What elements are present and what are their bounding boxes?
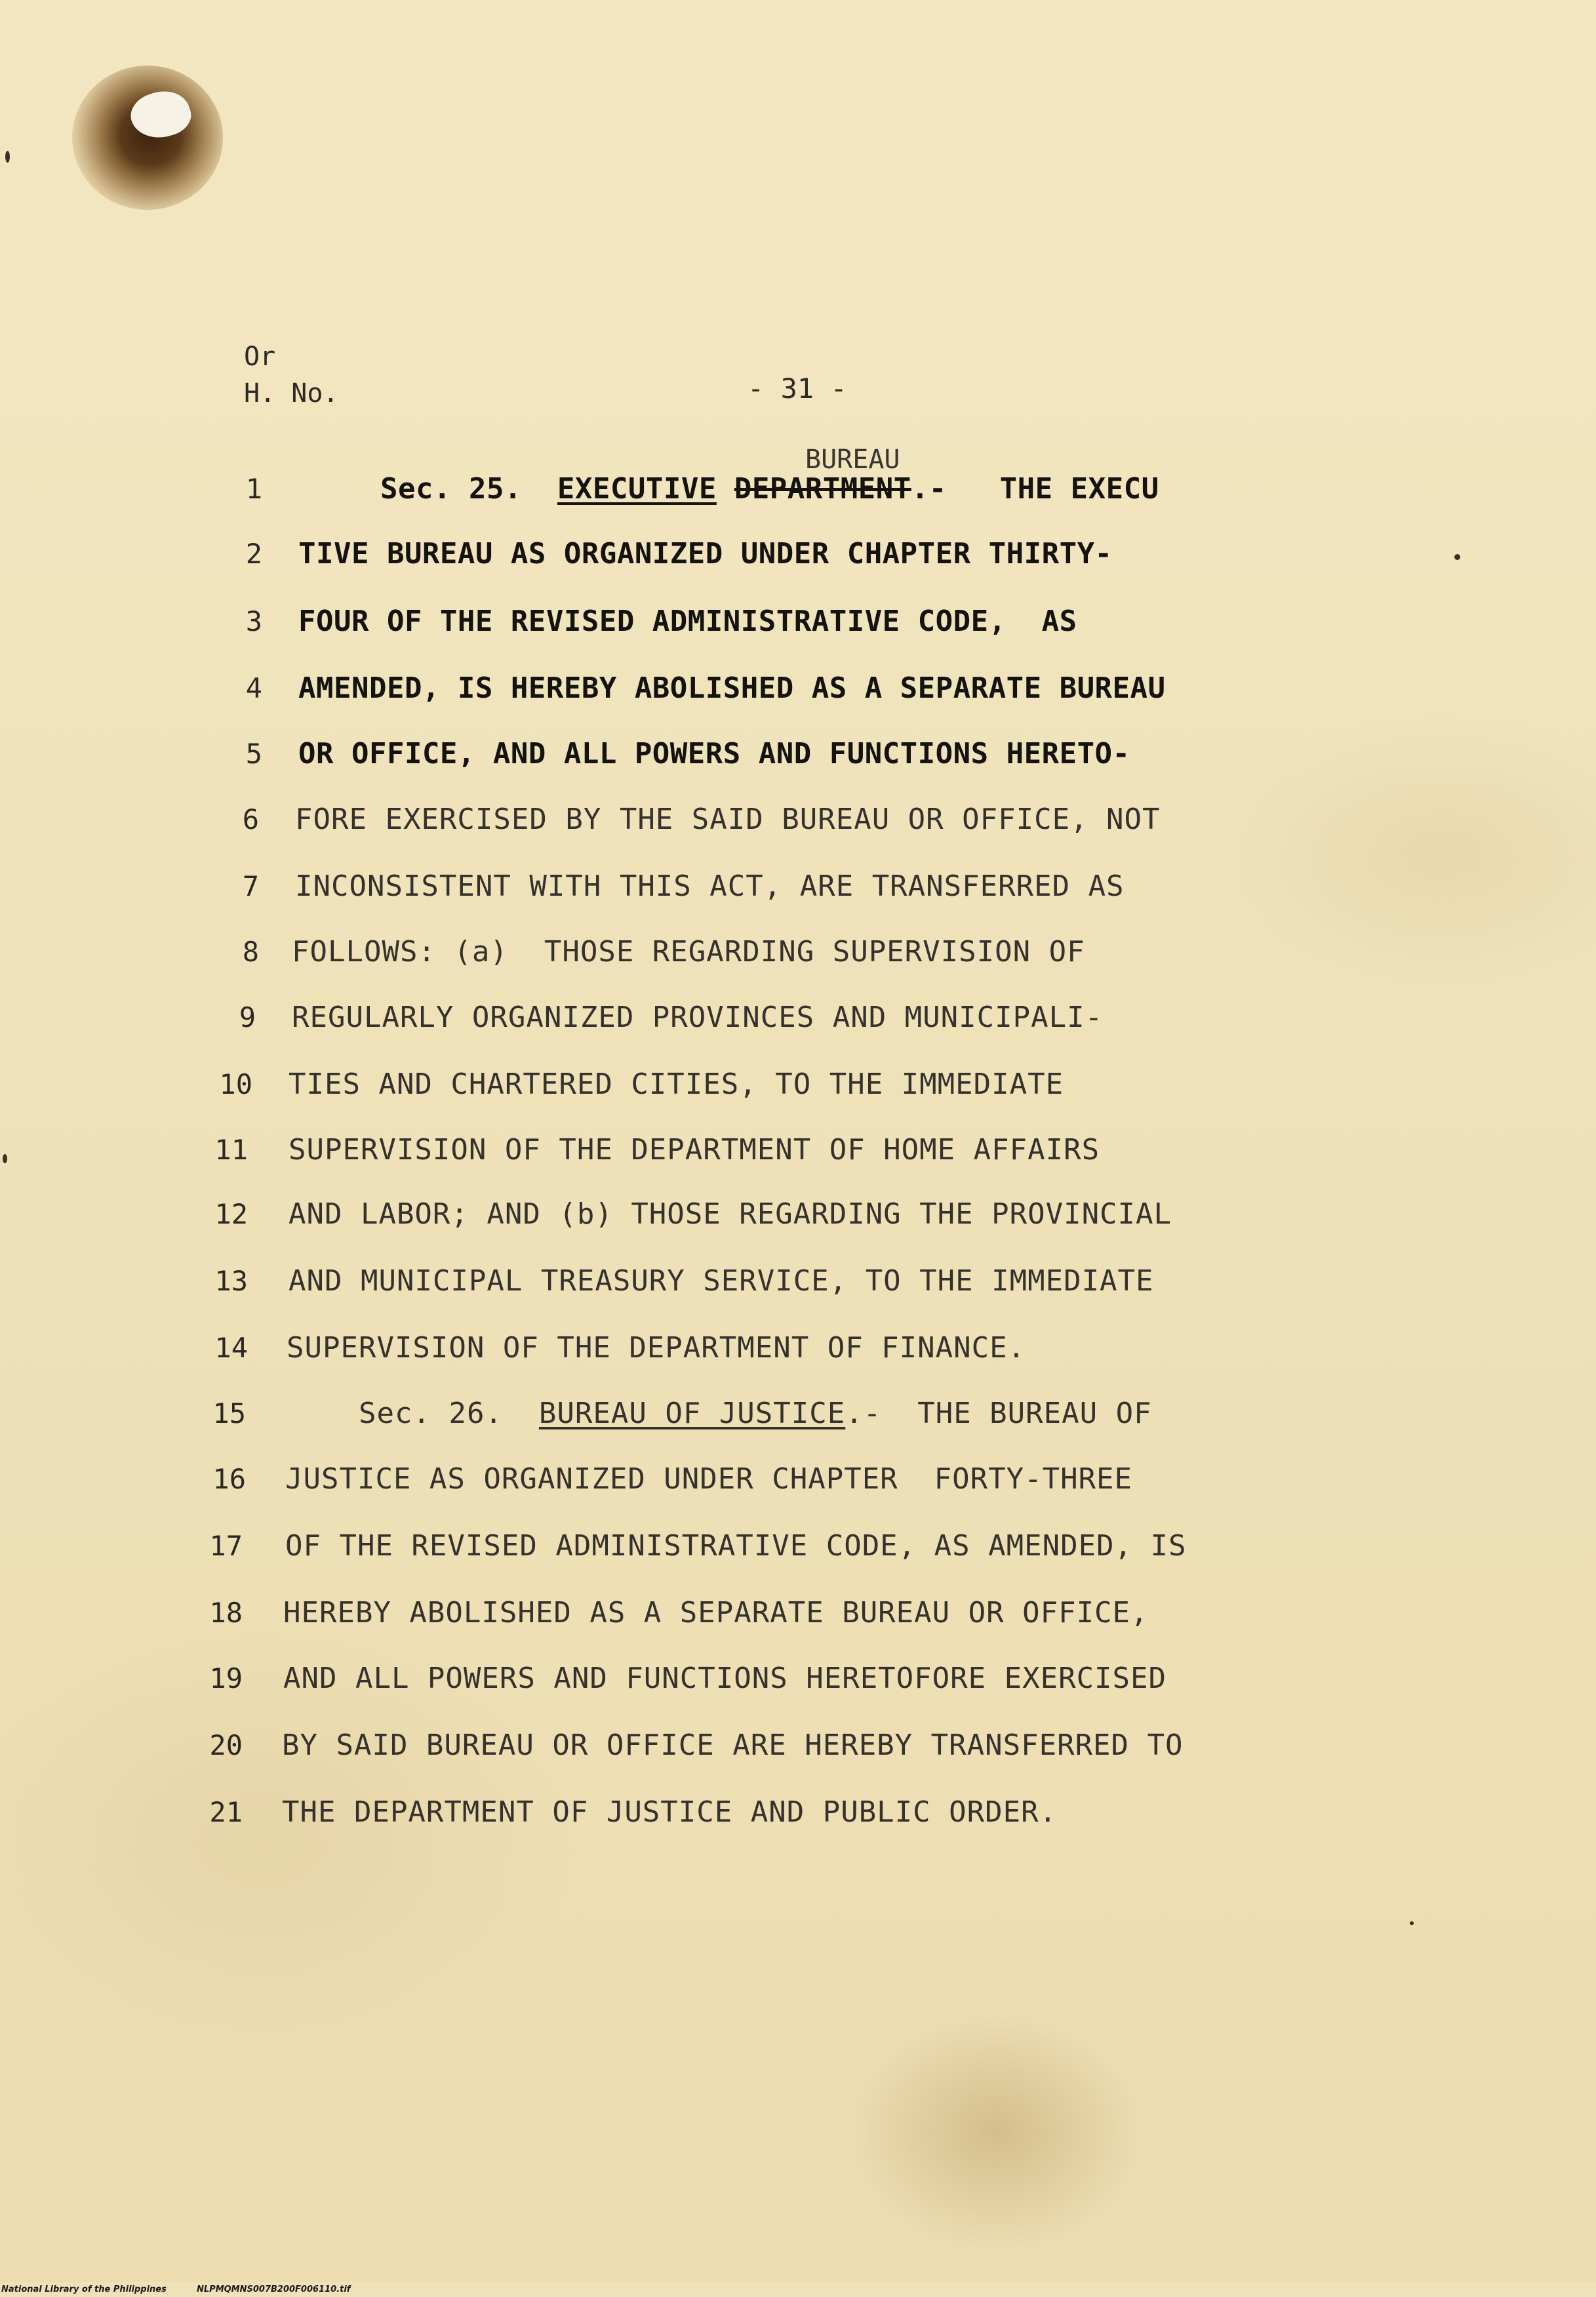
text-run: AND LABOR; AND (b) THOSE REGARDING THE PROVINCIAL — [289, 1197, 1172, 1231]
document-line — [0, 602, 1596, 641]
document-line — [0, 534, 1596, 574]
line-number: 18 — [209, 1597, 243, 1629]
document-line — [0, 734, 1596, 774]
document-line — [0, 1726, 1596, 1765]
line-text — [298, 734, 1130, 774]
text-run: AND MUNICIPAL TREASURY SERVICE, TO THE IMMEDIATE — [289, 1264, 1154, 1298]
text-run: Sec. 26. — [359, 1397, 539, 1430]
text-run: JUSTICE AS ORGANIZED UNDER CHAPTER FORTY-THREE — [285, 1462, 1133, 1496]
document-line — [0, 1262, 1596, 1301]
file-identifier: NLPMQMNS007B200F006110.tif — [197, 2285, 351, 2294]
text-run: INCONSISTENT WITH THIS ACT, ARE TRANSFERRED AS — [295, 869, 1125, 903]
document-line — [0, 1659, 1596, 1698]
line-number: 3 — [245, 605, 262, 637]
document-line — [0, 469, 1596, 509]
document-line — [0, 669, 1596, 708]
document-line — [0, 1065, 1596, 1104]
scan-footer — [0, 2282, 1596, 2297]
line-text — [380, 469, 1159, 509]
line-text — [285, 1460, 1132, 1499]
document-line — [0, 867, 1596, 906]
line-number: 12 — [214, 1198, 248, 1230]
line-text — [292, 932, 1085, 972]
text-run: Sec. 25. — [380, 472, 557, 506]
burn-mark — [72, 66, 223, 210]
line-number: 11 — [214, 1134, 248, 1166]
line-number: 13 — [214, 1265, 248, 1297]
line-number: 20 — [209, 1729, 243, 1761]
line-text — [285, 1527, 1187, 1566]
line-number: 19 — [209, 1662, 243, 1694]
text-run: AMENDED, IS HEREBY ABOLISHED AS A SEPARATE BUREAU — [298, 671, 1166, 705]
text-run: SUPERVISION OF THE DEPARTMENT OF HOME AFFAIRS — [289, 1133, 1100, 1167]
document-line — [0, 1527, 1596, 1566]
line-text — [292, 998, 1103, 1037]
library-credit: National Library of the Philippines — [1, 2285, 167, 2294]
text-run: OF THE REVISED ADMINISTRATIVE CODE, AS AMENDED, IS — [285, 1529, 1187, 1563]
document-line — [0, 932, 1596, 972]
document-line — [0, 1195, 1596, 1234]
or-label: Or — [244, 342, 276, 372]
text-run: TIES AND CHARTERED CITIES, TO THE IMMEDIATE — [289, 1068, 1064, 1101]
line-text — [283, 1659, 1167, 1698]
page-number: - 31 - — [748, 372, 847, 405]
text-run: HEREBY ABOLISHED AS A SEPARATE BUREAU OR OFFICE, — [283, 1596, 1149, 1629]
line-text — [287, 1328, 1026, 1368]
text-run: FORE EXERCISED BY THE SAID BUREAU OR OFFICE, NOT — [295, 803, 1161, 836]
line-number: 14 — [214, 1332, 248, 1364]
text-run: OR OFFICE, AND ALL POWERS AND FUNCTIONS HERETO- — [298, 737, 1130, 770]
line-text — [289, 1195, 1172, 1234]
line-number: 17 — [209, 1530, 243, 1562]
line-text — [298, 602, 1077, 641]
text-run: .- THE EXECU — [911, 472, 1159, 506]
text-run: FOLLOWS: (a) THOSE REGARDING SUPERVISION OF — [292, 935, 1085, 969]
text-run — [717, 472, 734, 506]
text-run: FOUR OF THE REVISED ADMINISTRATIVE CODE, AS — [298, 605, 1077, 638]
line-text — [282, 1726, 1184, 1765]
line-text — [282, 1793, 1057, 1832]
text-run: AND ALL POWERS AND FUNCTIONS HERETOFORE EXERCISED — [283, 1662, 1167, 1695]
bill-number-label: H. No. — [244, 378, 339, 409]
line-text — [289, 1262, 1154, 1301]
line-number: 6 — [242, 803, 259, 835]
line-number: 7 — [242, 870, 259, 902]
line-number: 10 — [219, 1068, 252, 1100]
document-line — [0, 1328, 1596, 1368]
document-line — [0, 1793, 1596, 1832]
line-number: 16 — [212, 1463, 246, 1495]
line-text — [359, 1394, 1152, 1433]
line-text — [289, 1065, 1064, 1104]
document-line — [0, 998, 1596, 1037]
document-line — [0, 800, 1596, 839]
line-number: 1 — [245, 473, 262, 505]
text-run: .- THE BUREAU OF — [845, 1397, 1152, 1430]
line-text — [298, 669, 1166, 708]
paper-speck — [5, 151, 10, 163]
line-number: 5 — [245, 738, 262, 770]
text-run: TIVE BUREAU AS ORGANIZED UNDER CHAPTER THIRTY- — [298, 537, 1113, 570]
text-run: BY SAID BUREAU OR OFFICE ARE HEREBY TRANSFERRED TO — [282, 1728, 1184, 1762]
line-number: 21 — [209, 1796, 243, 1828]
handwritten-insertion: BUREAU — [805, 445, 900, 475]
document-line — [0, 1130, 1596, 1170]
paper-speck — [1410, 1921, 1414, 1925]
struck-text: DEPARTMENT — [734, 472, 911, 506]
document-line — [0, 1593, 1596, 1633]
line-number: 15 — [212, 1397, 246, 1429]
text-run: REGULARLY ORGANIZED PROVINCES AND MUNICIPALI- — [292, 1001, 1104, 1034]
line-text — [283, 1593, 1149, 1633]
line-number: 4 — [245, 672, 262, 704]
underlined-heading: EXECUTIVE — [557, 472, 717, 506]
document-line — [0, 1460, 1596, 1499]
line-text — [298, 534, 1113, 574]
text-run: SUPERVISION OF THE DEPARTMENT OF FINANCE. — [287, 1331, 1026, 1365]
underlined-heading: BUREAU OF JUSTICE — [538, 1397, 846, 1430]
line-number: 2 — [245, 538, 262, 570]
text-run: THE DEPARTMENT OF JUSTICE AND PUBLIC ORDER. — [282, 1795, 1058, 1829]
document-line — [0, 1394, 1596, 1433]
line-number: 8 — [242, 936, 259, 968]
line-number: 9 — [239, 1001, 256, 1033]
bill-header — [244, 338, 339, 412]
line-text — [295, 867, 1125, 906]
line-text — [295, 800, 1161, 839]
line-text — [289, 1130, 1100, 1170]
